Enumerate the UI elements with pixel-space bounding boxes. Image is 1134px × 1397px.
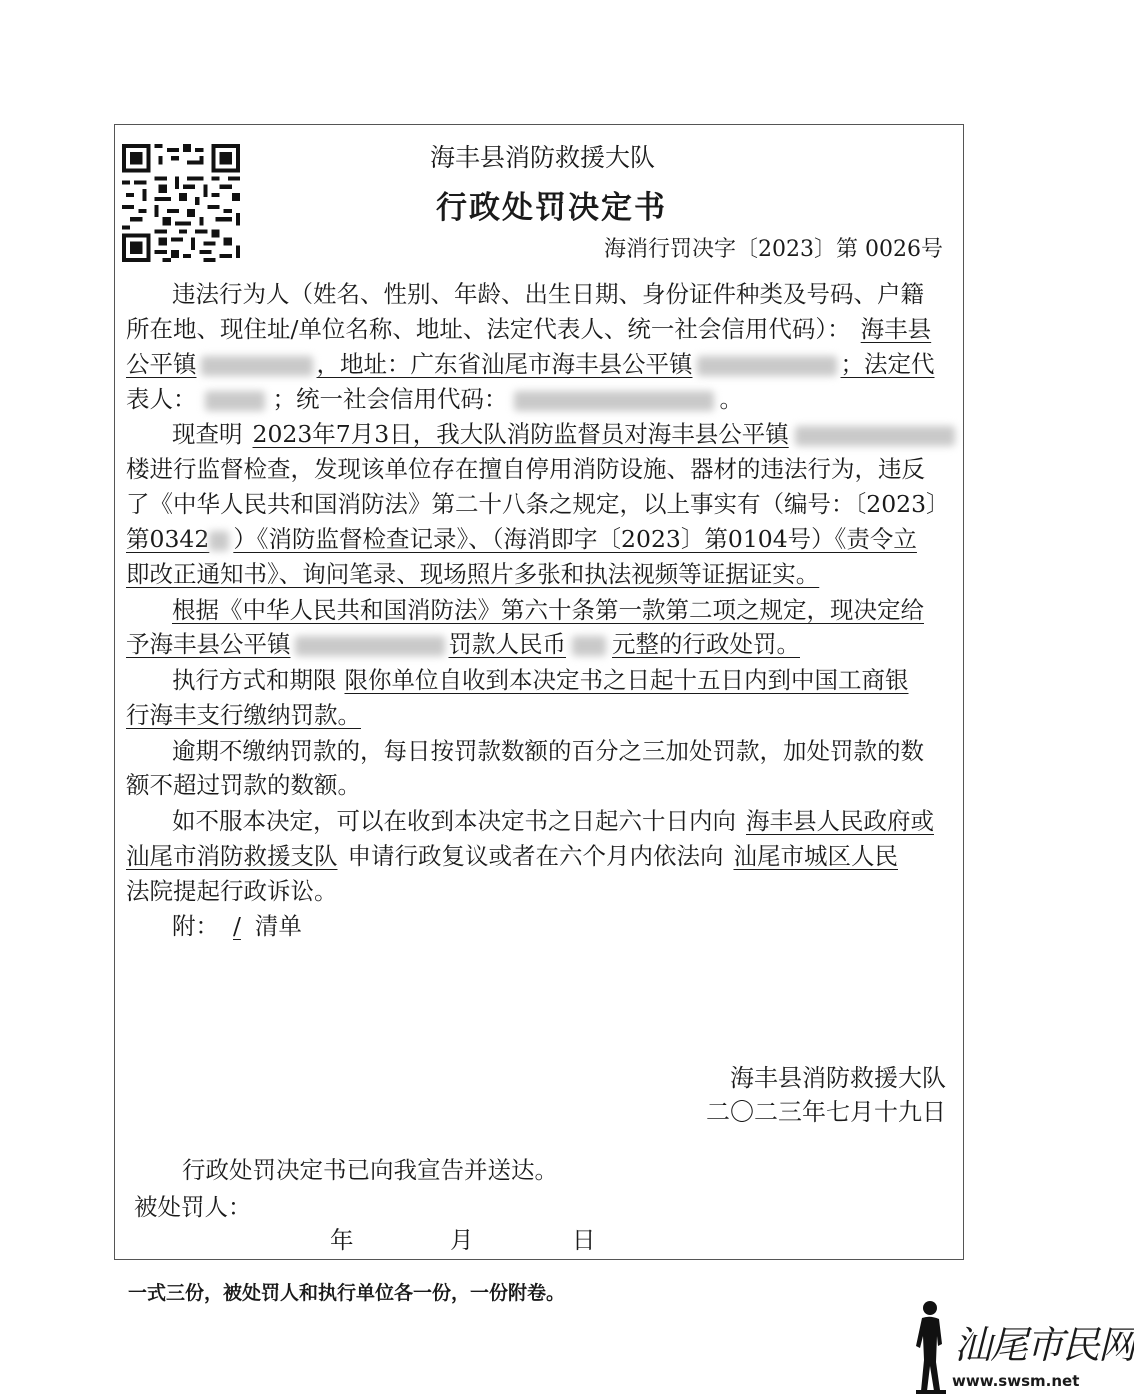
redacted-unit-name xyxy=(295,636,445,656)
execution-line-2: 行海丰支行缴纳罚款。 xyxy=(126,701,361,729)
footer-note: 一式三份，被处罚人和执行单位各一份，一份附卷。 xyxy=(128,1282,566,1304)
redacted-unit-name xyxy=(201,356,313,376)
appeal-text: 申请行政复议或者在六个月内依法向 xyxy=(347,842,724,870)
party-line-2 xyxy=(126,314,931,344)
issuing-organization: 海丰县消防救援大队 xyxy=(430,143,656,172)
facts-line-5: 即改正通知书》、询问笔录、现场照片多张和执法视频等证据证实。 xyxy=(126,560,820,588)
party-rep-label: ；法定代 xyxy=(840,350,935,378)
party-town: 公平镇 xyxy=(126,350,197,378)
site-watermark xyxy=(912,1296,1134,1397)
party-line-3 xyxy=(126,349,935,379)
appeal-court: 汕尾市城区人民 xyxy=(733,842,898,870)
redacted-fine-amount xyxy=(572,636,606,656)
party-text: 所在地、现住址/单位名称、地址、法定代表人、统一社会信用代码）： xyxy=(126,315,851,343)
redacted-address xyxy=(697,356,837,376)
attachment-mark: / xyxy=(233,912,241,940)
recipient-label: 被处罚人： xyxy=(134,1193,252,1221)
record-number: 第0342 xyxy=(126,525,210,553)
watermark-url: www.swsm.net xyxy=(952,1372,1080,1390)
decision-line-2 xyxy=(126,629,800,659)
attachment-line xyxy=(172,911,302,941)
execution-line-1 xyxy=(172,665,909,695)
facts-line-3: 了《中华人民共和国消防法》第二十八条之规定，以上事实有（编号：〔2023〕 xyxy=(126,490,950,518)
facts-label: 现查明 xyxy=(172,420,243,448)
party-line-4 xyxy=(126,384,743,414)
document-title: 行政处罚决定书 xyxy=(436,190,667,226)
party-address: ，地址：广东省汕尾市海丰县公平镇 xyxy=(316,350,693,378)
receipt-month: 月 xyxy=(450,1226,474,1254)
appeal-text: 如不服本决定，可以在收到本决定书之日起六十日内向 xyxy=(172,807,736,835)
overdue-line-2: 额不超过罚款的数额。 xyxy=(126,771,361,799)
watermark-name: 汕尾市民网 xyxy=(954,1323,1134,1367)
appeal-line-3: 法院提起行政诉讼。 xyxy=(126,877,338,905)
appeal-authority: 海丰县人民政府或 xyxy=(746,807,934,835)
redacted-representative xyxy=(205,391,265,411)
decision-line-1: 根据《中华人民共和国消防法》第六十条第一款第二项之规定，现决定给 xyxy=(172,596,924,624)
execution-label: 执行方式和期限 xyxy=(172,666,337,694)
receipt-day: 日 xyxy=(572,1226,596,1254)
appeal-line-1 xyxy=(172,806,934,836)
facts-line-1 xyxy=(172,419,955,449)
party-line-1 xyxy=(172,279,924,309)
appeal-line-2 xyxy=(126,841,898,871)
party-text: 违法行为人（姓名、性别、年龄、出生日期、身份证件种类及号码、户籍 xyxy=(172,280,924,308)
facts-date-inspection: 2023年7月3日，我大队消防监督员对海丰县公平镇 xyxy=(252,420,789,448)
document-number: 海消行罚决字〔2023〕第 0026号 xyxy=(604,237,943,262)
facts-line-4 xyxy=(126,524,917,554)
decision-end: 元整的行政处罚。 xyxy=(612,630,800,658)
redacted-number xyxy=(209,531,229,551)
attachment-text: 清单 xyxy=(254,912,302,940)
redacted-credit-code xyxy=(514,391,714,411)
receipt-year: 年 xyxy=(330,1226,354,1254)
evidence-list: ）《消防监督检查记录》、（海消即字〔2023〕第0104号）《责令立 xyxy=(233,525,917,553)
person-silhouette-icon xyxy=(912,1296,952,1396)
redacted-unit-name xyxy=(795,426,955,446)
facts-line-2: 楼进行监督检查，发现该单位存在擅自停用消防设施、器材的违法行为，违反 xyxy=(126,455,925,483)
appeal-authority: 汕尾市消防救援支队 xyxy=(126,842,338,870)
credit-code-label: ；统一社会信用代码： xyxy=(272,385,508,413)
party-text: 。 xyxy=(719,385,743,413)
party-rep-label: 表人： xyxy=(126,385,197,413)
overdue-line-1: 逾期不缴纳罚款的，每日按罚款数额的百分之三加处罚款，加处罚款的数 xyxy=(172,737,924,765)
decision-target: 予海丰县公平镇 xyxy=(126,630,291,658)
fine-label: 罚款人民币 xyxy=(448,630,566,658)
signature-date: 二〇二三年七月十九日 xyxy=(706,1098,946,1126)
party-name-start: 海丰县 xyxy=(860,315,932,343)
attachment-label: 附： xyxy=(172,912,219,940)
receipt-statement: 行政处罚决定书已向我宣告并送达。 xyxy=(182,1156,558,1184)
qr-code xyxy=(122,144,240,262)
execution-terms: 限你单位自收到本决定书之日起十五日内到中国工商银 xyxy=(344,666,909,694)
signature-org: 海丰县消防救援大队 xyxy=(730,1064,946,1092)
